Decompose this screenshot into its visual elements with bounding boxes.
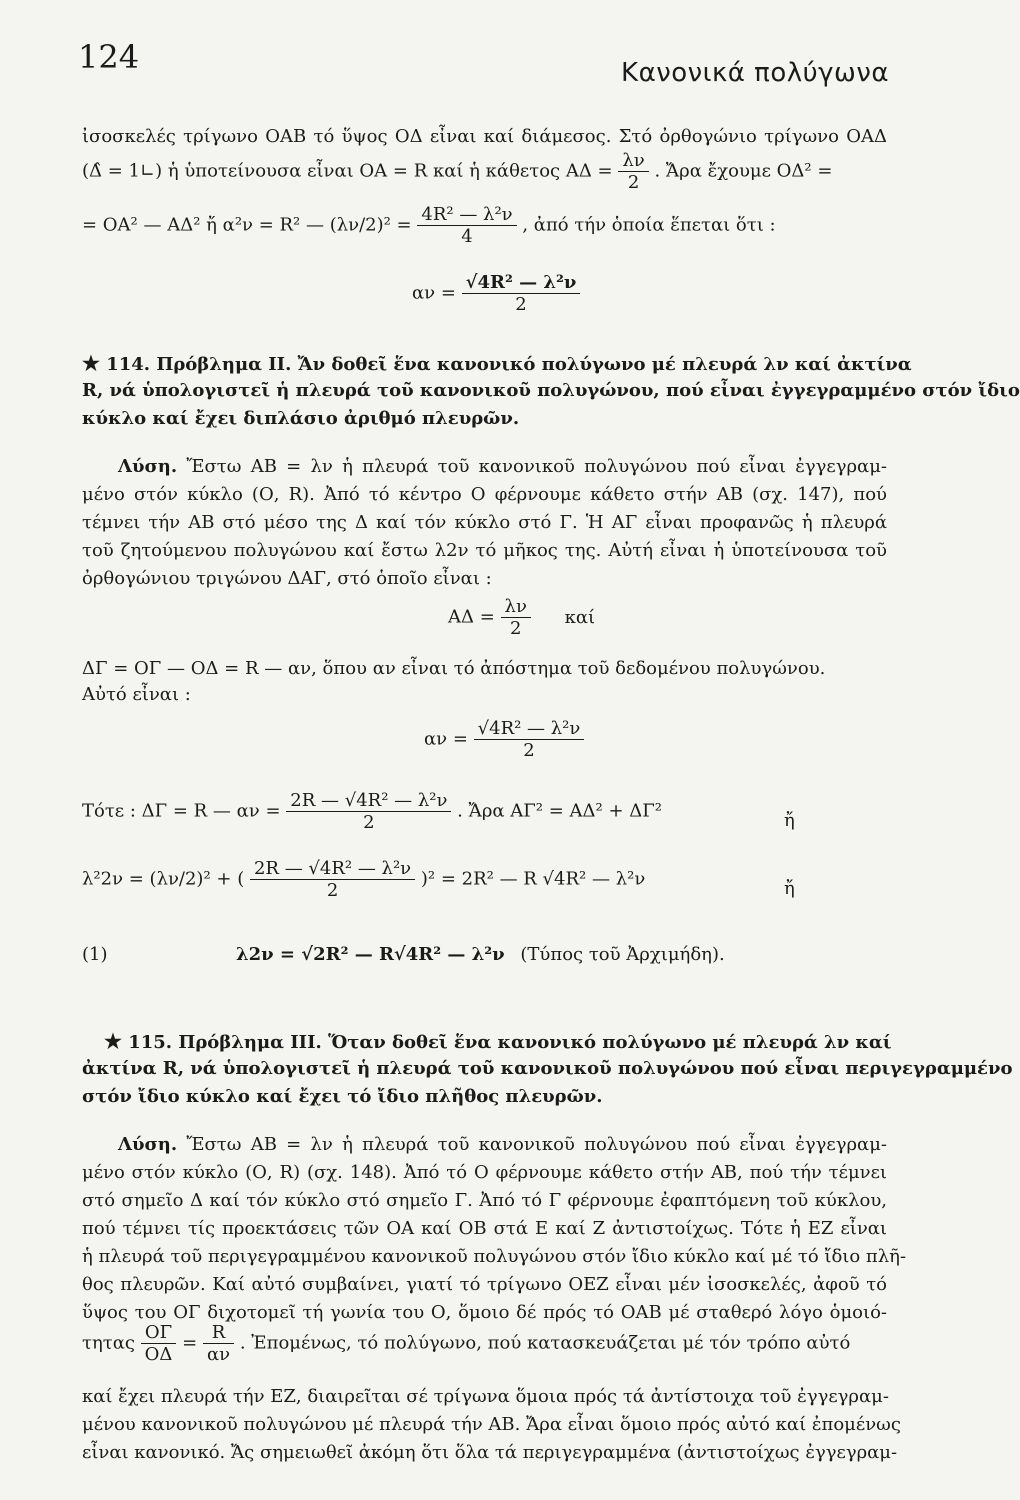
intro-line-2-start: (Δ̂ = 1∟) ἡ ὑποτείνουσα εἶναι ΟΑ = R καί ἡ κάθετος ΑΔ = [82,160,613,182]
problem-115-text: Ὅταν δοθεῖ ἕνα κανονικό πολύγωνο μέ πλευρά λν καί [328,1032,892,1053]
problem-114-line-3: κύκλο καί ἔχει διπλάσιο ἀριθμό πλευρῶν. [82,408,520,429]
solution-115-line-8-end: . Ἐπομένως, τό πολύγωνο, πού κατασκευάζεται μέ τόν τρόπο αὐτό [239,1332,851,1354]
solution-label: Λύση. [118,1134,178,1155]
intro-line-1: ἰσοσκελές τρίγωνο ΟΑΒ τό ὕψος ΟΔ εἶναι καί διάμεσος. Στό ὀρθογώνιο τρίγωνο ΟΑΔ [82,126,887,147]
solution-115-line-11: εἶναι κανονικό. Ἄς σημειωθεῖ ἀκόμη ὅτι ὅλα τά περιγεγραμμένα (ἀντιστοίχως ἐγγεγραμ- [82,1442,898,1463]
solution-115-line-7: ὕψος του ΟΓ διχοτομεῖ τή γωνία του Ο, ὅμοιο δέ πρός τό ΟΑΒ μέ σταθερό λόγο ὁμοιό- [82,1302,887,1323]
archimedes-formula [236,944,725,965]
fraction-numerator: λν [501,596,531,618]
solution-114-line-2: μένο στόν κύκλο (Ο, R). Ἀπό τό κέντρο Ο φέρνουμε κάθετο στήν ΑΒ (σχ. 147), πού [82,484,887,505]
equation-lambda-2n-fraction [250,858,415,901]
equation-ad-label: ΑΔ = [448,606,495,628]
fraction-denominator: 2 [510,618,522,639]
apothem-fraction [462,272,581,315]
solution-text: Ἔστω ΑΒ = λν ἡ πλευρά τοῦ κανονικοῦ πολυγώνου πού εἶναι ἐγγεγραμ- [186,456,887,477]
problem-115-heading: 115. Πρόβλημα ΙΙΙ. [128,1032,322,1053]
solution-114-line-3: τέμνει τήν ΑΒ στό μέσο της Δ καί τόν κύκλο στό Γ. Ἡ ΑΓ εἶναι προφανῶς ἡ πλευρά [82,512,887,533]
intro-line-3-end: , ἀπό τήν ὁποία ἕπεται ὅτι : [522,214,776,236]
apothem-formula [412,272,580,315]
equation-dg-note: Αὐτό εἶναι : [82,684,191,705]
fraction-denominator: 2 [515,294,527,315]
solution-115-line-8 [82,1322,850,1365]
ratio-og-od [141,1322,177,1365]
problem-114-line-2: R, νά ὑπολογιστεῖ ἡ πλευρά τοῦ κανονικοῦ πολυγώνου, πού εἶναι ἐγγεγραμμένο στόν ἴδιο [82,380,1020,401]
equation-then-fraction [286,790,451,833]
fraction-numerator: √4R² — λ²ν [462,272,581,294]
fraction-denominator: 2 [363,812,375,833]
solution-115-line-6: θος πλευρῶν. Καί αὐτό συμβαίνει, γιατί τό τρίγωνο ΟΕΖ εἶναι μέν ἰσοσκελές, ἀφοῦ τό [82,1274,887,1295]
fraction-denominator: 4 [461,226,473,247]
running-head: Κανονικά πολύγωνα [621,58,889,88]
equation-apothem-label: αν = [424,728,468,750]
intro-line-3 [82,204,776,247]
fraction-numerator: 2R — √4R² — λ²ν [250,858,415,880]
problem-115-line-3: στόν ἴδιο κύκλο καί ἔχει τό ἴδιο πλῆθος πλευρῶν. [82,1086,603,1107]
star-icon: ★ [104,1029,122,1053]
problem-114-text: Ἄν δοθεῖ ἕνα κανονικό πολύγωνο μέ πλευρά λν καί ἀκτίνα [297,354,912,375]
problem-114-line-1 [82,350,912,378]
page-number: 124 [78,38,140,76]
star-icon: ★ [82,351,100,375]
equation-lambda-2n-start: λ²2ν = (λν/2)² + ( [82,868,245,890]
solution-115-line-2: μένο στόν κύκλο (Ο, R) (σχ. 148). Ἀπό τό Ο φέρνουμε κάθετο στήν ΑΒ, πού τήν τέμνει [82,1162,887,1183]
fraction-numerator: R [203,1322,234,1344]
equation-apothem [424,718,584,761]
fraction-denominator: ΟΔ [144,1344,173,1365]
solution-115-line-4: πού τέμνει τίς προεκτάσεις τῶν ΟΑ καί ΟΒ στά Ε καί Ζ ἀντιστοίχως. Τότε ἡ ΕΖ εἶναι [82,1218,887,1239]
fraction-denominator: 2 [627,172,640,193]
solution-114-line-4: τοῦ ζητούμενου πολυγώνου καί ἔστω λ2ν τό μῆκος της. Αὐτή εἶναι ἡ ὑποτείνουσα τοῦ [82,540,887,561]
equation-apothem-fraction [474,718,585,761]
equation-1-label: (1) [82,944,108,965]
solution-115-line-9: καί ἔχει πλευρά τήν ΕΖ, διαιρεῖται σέ τρίγωνα ὅμοια πρός τά ἀντίστοιχα τοῦ ἐγγεγραμ- [82,1386,889,1407]
fraction-denominator: 2 [523,740,535,761]
equals-sign: = [182,1332,198,1354]
archimedes-formula-note: (Τύπος τοῦ Ἀρχιμήδη). [520,944,725,965]
problem-114-heading: 114. Πρόβλημα ΙΙ. [106,354,292,375]
fraction-denominator: 2 [326,880,339,901]
intro-line-2-end: . Ἄρα ἔχουμε ΟΔ² = [654,160,833,182]
fraction-denominator: αν [207,1344,231,1365]
equation-ad-fraction [501,596,531,639]
fraction-numerator: √4R² — λ²ν [474,718,585,740]
solution-115-line-5: ἡ πλευρά τοῦ περιγεγραμμένου κανονικοῦ πολυγώνου στόν ἴδιο κύκλο καί μέ τό ἴδιο πλῆ- [82,1246,907,1267]
apothem-label: αν = [412,282,456,304]
fraction-lambda-over-2 [618,150,648,193]
fraction-numerator: ΟΓ [141,1322,177,1344]
equation-then [82,790,662,833]
equation-then-or: ἤ [784,810,795,831]
problem-115-line-1 [104,1028,892,1056]
solution-115-line-3: στό σημεῖο Δ καί τόν κύκλο στό σημεῖο Γ. Ἀπό τό Γ φέρνουμε ἐφαπτόμενη τοῦ κύκλου, [82,1190,887,1211]
solution-115-line-1 [118,1132,887,1158]
equation-ad [448,596,595,639]
problem-115-line-2: ἀκτίνα R, νά ὑπολογιστεῖ ἡ πλευρά τοῦ κανονικοῦ πολυγώνου πού εἶναι περιγεγραμμένο [82,1058,1013,1079]
fraction-numerator: λν [618,150,648,172]
similarity-label: τητας [82,1332,135,1354]
equation-then-start: Τότε : ΔΓ = R — αν = [82,800,281,822]
equation-lambda-2n-end: )² = 2R² — R √4R² — λ²ν [420,868,646,890]
fraction-numerator: 4R² — λ²ν [417,204,516,226]
solution-114-line-5: ὀρθογώνιου τριγώνου ΔΑΓ, στό ὁποῖο εἶναι : [82,568,492,589]
fraction-numerator: 2R — √4R² — λ²ν [286,790,451,812]
solution-label: Λύση. [118,456,178,477]
archimedes-formula-body: λ2ν = √2R² — R√4R² — λ²ν [236,944,505,965]
solution-115-line-10: μένου κανονικοῦ πολυγώνου μέ πλευρά τήν ΑΒ. Ἄρα εἶναι ὅμοιο πρός αὐτό καί ἐπομένως [82,1414,901,1435]
solution-text: Ἔστω ΑΒ = λν ἡ πλευρά τοῦ κανονικοῦ πολυγώνου πού εἶναι ἐγγεγραμ- [186,1134,887,1155]
equation-lambda-2n [82,858,645,901]
ratio-r-an [203,1322,234,1365]
equation-ad-and: καί [564,606,596,628]
solution-114-line-1 [118,454,887,480]
equation-then-end: . Ἄρα ΑΓ² = ΑΔ² + ΔΓ² [457,800,662,822]
equation-dg: ΔΓ = ΟΓ — ΟΔ = R — αν, ὅπου αν εἶναι τό ἀπόστημα τοῦ δεδομένου πολυγώνου. [82,658,826,679]
fraction-4r2-minus-lambda2 [417,204,516,247]
intro-line-3-start: = ΟΑ² — ΑΔ² ἤ α²ν = R² — (λν/2)² = [82,214,412,236]
equation-lambda-2n-or: ἤ [784,878,795,899]
intro-line-2 [82,150,832,193]
